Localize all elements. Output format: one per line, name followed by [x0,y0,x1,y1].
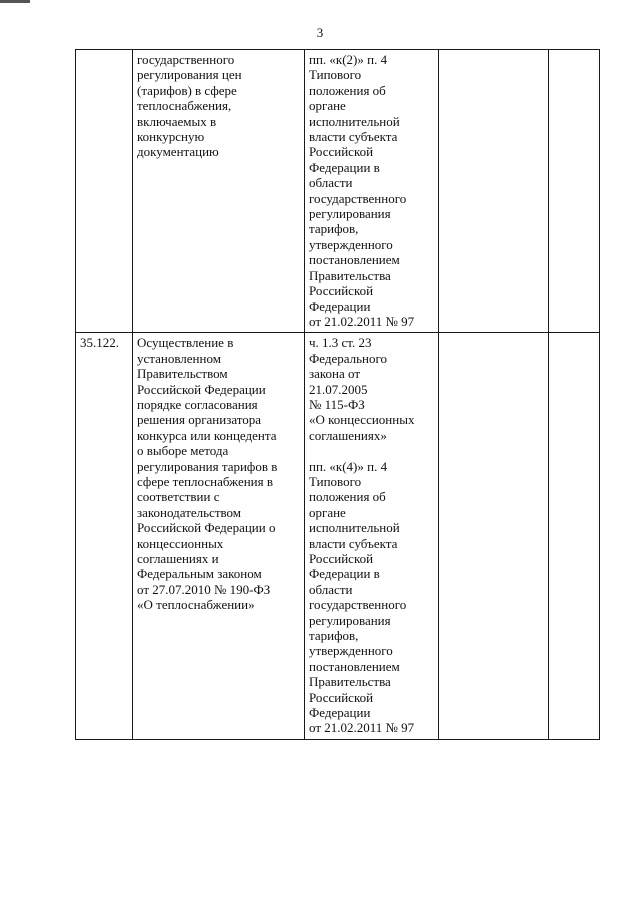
scan-edge-mark [0,0,30,3]
row-number-cell [76,50,133,333]
empty-cell [549,50,600,333]
table-row [76,333,600,740]
legal-basis-cell: пп. «к(2)» п. 4 Типового положения об органе исполнительной власти субъекта Российской Федерации в области государственного регулирования тарифов, утвержденного постановлением Правительства Российской Федерации от 21.02.2011 № 97 [305,50,439,333]
function-description-cell: Осуществление в установленном Правительством Российской Федерации порядке согласования решения организатора конкурса или концедента о выборе метода регулирования тарифов в сфере теплоснабжения в соответствии с законодательством Российской Федерации о концессионных соглашениях и Федеральным законом от 27.07.2010 № 190-ФЗ «О теплоснабжении» [133,333,305,740]
functions-table [75,49,600,740]
page-number: 3 [316,25,324,40]
empty-cell [549,333,600,740]
function-description-cell: государственного регулирования цен (тарифов) в сфере теплоснабжения, включаемых в конкурсную документацию [133,50,305,333]
empty-cell [439,50,549,333]
row-number-cell: 35.122. [76,333,133,740]
legal-basis-cell: ч. 1.3 ст. 23 Федерального закона от 21.07.2005 № 115-ФЗ «О концессионных соглашениях» пп. «к(4)» п. 4 Типового положения об органе исполнительной власти субъекта Российской Федерации в области государственного регулирования тарифов, утвержденного постановлением Правительства Российской Федерации от 21.02.2011 № 97 [305,333,439,740]
table-row [76,50,600,333]
empty-cell [439,333,549,740]
